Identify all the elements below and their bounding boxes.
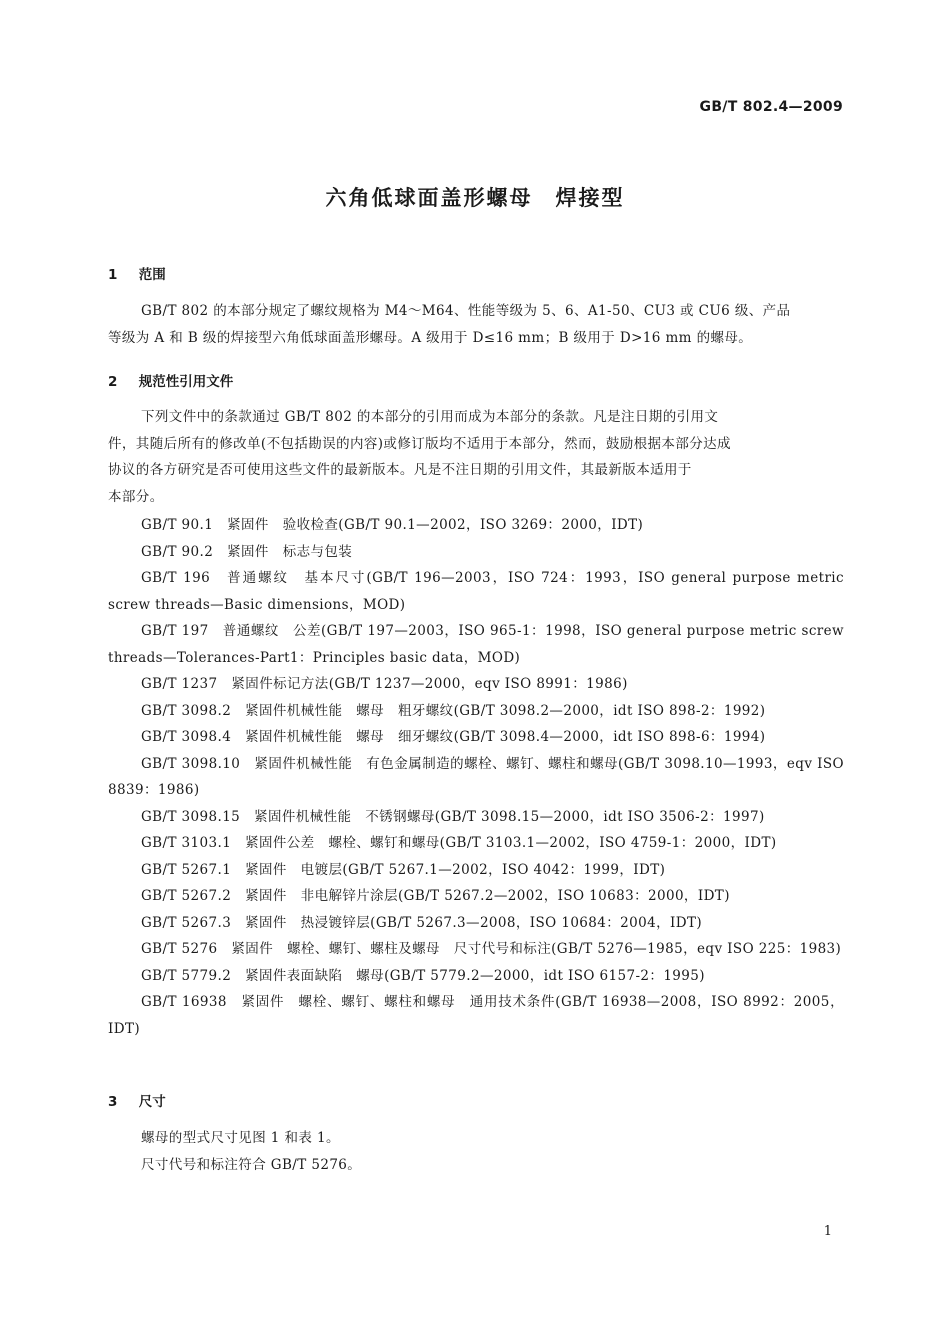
document-id: GB/T 802.4—2009 — [699, 99, 843, 115]
reference-item: GB/T 196 普通螺纹 基本尺寸(GB/T 196—2003，ISO 724：1993，ISO general purpose metric screw threads—Basic dimensions，MOD) — [108, 570, 844, 613]
section-number: 3 — [108, 1094, 118, 1110]
paragraph-line: GB/T 802 的本部分规定了螺纹规格为 M4～M64、性能等级为 5、6、A1-50、CU3 或 CU6 级、产品 — [141, 303, 791, 319]
section-title: 尺寸 — [138, 1094, 166, 1110]
dimensions-paragraph — [108, 1125, 844, 1178]
paragraph-line: 协议的各方研究是否可使用这些文件的最新版本。凡是不注日期的引用文件，其最新版本适用于 — [108, 462, 692, 478]
paragraph-line: 下列文件中的条款通过 GB/T 802 的本部分的引用而成为本部分的条款。凡是注日期的引用文 — [141, 409, 719, 425]
reference-item: GB/T 3098.2 紧固件机械性能 螺母 粗牙螺纹(GB/T 3098.2—2000，idt ISO 898-2：1992) — [141, 702, 766, 719]
section-number: 1 — [108, 267, 118, 283]
scope-paragraph — [108, 298, 844, 351]
reference-item: GB/T 3098.4 紧固件机械性能 螺母 细牙螺纹(GB/T 3098.4—2000，idt ISO 898-6：1994) — [141, 729, 766, 745]
reference-item: GB/T 3098.10 紧固件机械性能 有色金属制造的螺栓、螺钉、螺柱和螺母(GB/T 3098.10—1993，eqv ISO 8839：1986) — [108, 755, 844, 798]
reference-item: GB/T 1237 紧固件标记方法(GB/T 1237—2000，eqv ISO 8991：1986) — [141, 676, 628, 692]
section-title: 规范性引用文件 — [138, 374, 234, 390]
reference-item: GB/T 3098.15 紧固件机械性能 不锈钢螺母(GB/T 3098.15—2000，idt ISO 3506-2：1997) — [141, 808, 765, 825]
reference-item: GB/T 16938 紧固件 螺栓、螺钉、螺柱和螺母 通用技术条件(GB/T 16938—2008，ISO 8992：2005，IDT) — [108, 994, 844, 1037]
reference-item: GB/T 5779.2 紧固件表面缺陷 螺母(GB/T 5779.2—2000，idt ISO 6157-2：1995) — [141, 967, 705, 984]
reference-list — [108, 512, 844, 1042]
reference-item: GB/T 3103.1 紧固件公差 螺栓、螺钉和螺母(GB/T 3103.1—2002，ISO 4759-1：2000，IDT) — [141, 835, 777, 851]
reference-item: GB/T 5276 紧固件 螺栓、螺钉、螺柱及螺母 尺寸代号和标注(GB/T 5276—1985，eqv ISO 225：1983) — [141, 941, 842, 957]
section-2-heading — [108, 370, 233, 390]
section-1-heading — [108, 263, 166, 283]
document-title: 六角低球面盖形螺母 焊接型 — [325, 186, 625, 210]
section-number: 2 — [108, 374, 118, 390]
paragraph-line: 螺母的型式尺寸见图 1 和表 1。 — [141, 1130, 340, 1146]
normative-intro-paragraph — [108, 404, 844, 510]
paragraph-line: 等级为 A 和 B 级的焊接型六角低球面盖形螺母。A 级用于 D≤16 mm；B 级用于 D>16 mm 的螺母。 — [108, 329, 753, 346]
paragraph-line: 尺寸代号和标注符合 GB/T 5276。 — [141, 1156, 362, 1173]
paragraph-line: 本部分。 — [108, 488, 164, 505]
reference-item: GB/T 197 普通螺纹 公差(GB/T 197—2003，ISO 965-1：1998，ISO general purpose metric screw threads—Tolerances-Part1：Principles basic data，MOD) — [108, 623, 844, 666]
reference-item: GB/T 5267.1 紧固件 电镀层(GB/T 5267.1—2002，ISO 4042：1999，IDT) — [141, 861, 666, 878]
reference-item: GB/T 5267.2 紧固件 非电解锌片涂层(GB/T 5267.2—2002，ISO 10683：2000，IDT) — [141, 888, 730, 904]
section-3-heading — [108, 1090, 166, 1110]
reference-item: GB/T 5267.3 紧固件 热浸镀锌层(GB/T 5267.3—2008，ISO 10684：2004，IDT) — [141, 914, 703, 931]
section-title: 范围 — [138, 267, 166, 283]
page-number: 1 — [823, 1224, 832, 1239]
reference-item: GB/T 90.1 紧固件 验收检查(GB/T 90.1—2002，ISO 3269：2000，IDT) — [141, 517, 644, 533]
paragraph-line: 件，其随后所有的修改单(不包括勘误的内容)或修订版均不适用于本部分，然而，鼓励根据本部分达成 — [108, 435, 731, 452]
reference-item: GB/T 90.2 紧固件 标志与包装 — [141, 543, 353, 560]
